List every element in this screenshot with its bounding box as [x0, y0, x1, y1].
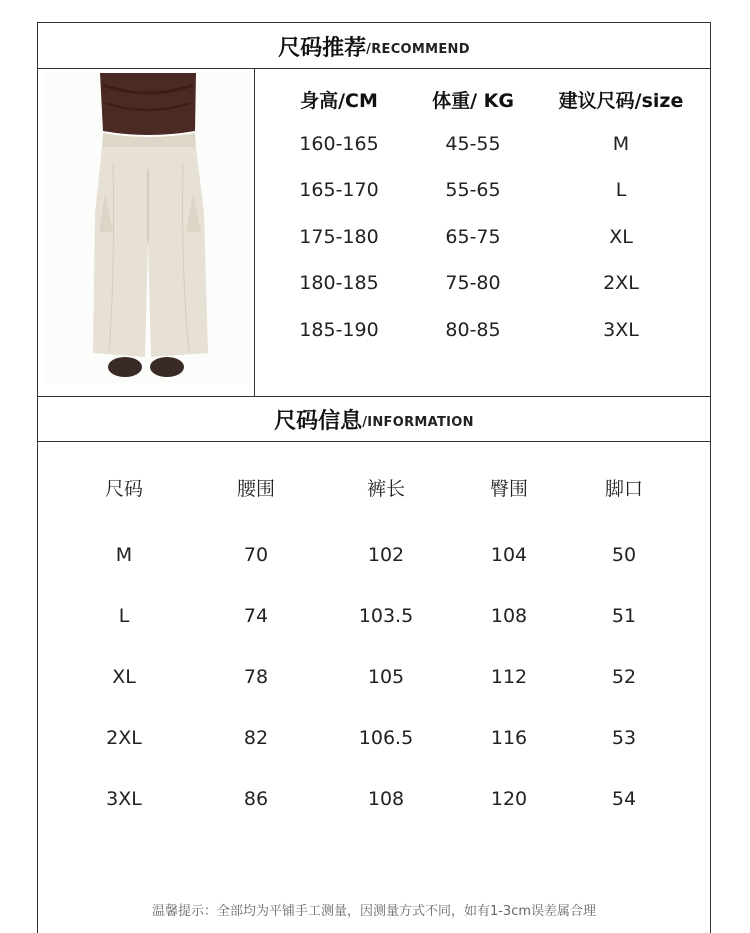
size-cell: M	[612, 132, 630, 155]
length-cell: 108	[367, 788, 405, 810]
header-leg-opening: 脚口	[604, 478, 644, 500]
table-row	[256, 226, 711, 273]
information-title-cn: 尺码信息	[274, 408, 363, 434]
recommend-header-row	[256, 86, 711, 133]
leg-opening-cell: 52	[611, 666, 637, 688]
information-title-en: /INFORMATION	[362, 414, 474, 430]
waist-cell: 70	[243, 544, 269, 566]
leg-opening-cell: 50	[611, 544, 637, 566]
table-row	[256, 319, 711, 366]
divider	[37, 441, 711, 442]
waist-cell: 82	[243, 727, 269, 749]
measurement-note: 温馨提示：全部均为平铺手工测量，因测量方式不同，如有1-3cm误差属合理	[151, 904, 597, 919]
recommend-table	[256, 86, 711, 365]
length-cell: 106.5	[358, 727, 414, 749]
size-cell: 3XL	[106, 788, 142, 810]
information-table	[37, 474, 711, 849]
height-cell: 160-165	[299, 132, 379, 155]
table-row	[256, 133, 711, 180]
leg-opening-cell: 53	[611, 727, 637, 749]
weight-cell: 80-85	[445, 318, 501, 341]
weight-cell: 45-55	[445, 132, 501, 155]
column-divider	[254, 68, 255, 396]
header-height: 身高/CM	[300, 90, 378, 112]
table-row	[37, 788, 711, 849]
size-cell: 2XL	[603, 272, 639, 294]
hip-cell: 116	[490, 727, 528, 749]
length-cell: 102	[367, 544, 405, 566]
size-cell: XL	[112, 666, 136, 688]
information-header	[37, 396, 711, 442]
weight-cell: 55-65	[445, 179, 501, 201]
header-length: 裤长	[366, 478, 406, 500]
height-cell: 185-190	[299, 318, 379, 341]
table-row	[37, 605, 711, 666]
height-cell: 180-185	[299, 272, 379, 294]
header-size: 建议尺码/size	[558, 90, 684, 112]
leg-opening-cell: 51	[611, 605, 637, 627]
size-cell: M	[115, 544, 133, 566]
waist-cell: 74	[243, 605, 269, 627]
table-row	[256, 179, 711, 226]
hip-cell: 112	[490, 666, 528, 688]
header-hip: 臀围	[489, 478, 529, 500]
header-size: 尺码	[104, 478, 144, 500]
hip-cell: 108	[490, 605, 528, 627]
length-cell: 105	[367, 666, 405, 688]
recommend-title-en: /RECOMMEND	[366, 41, 470, 57]
recommend-header	[37, 23, 711, 69]
product-photo	[43, 73, 248, 383]
hip-cell: 104	[490, 544, 528, 566]
size-cell: L	[615, 179, 627, 201]
size-cell: XL	[609, 225, 633, 248]
table-row	[256, 272, 711, 319]
size-cell: L	[118, 605, 130, 627]
size-cell: 3XL	[603, 318, 639, 341]
weight-cell: 65-75	[445, 225, 501, 248]
header-weight: 体重/ KG	[432, 90, 514, 112]
size-cell: 2XL	[106, 727, 142, 749]
length-cell: 103.5	[358, 605, 414, 627]
recommend-title-cn: 尺码推荐	[278, 35, 367, 61]
waist-cell: 86	[243, 788, 269, 810]
waist-cell: 78	[243, 666, 269, 688]
information-header-row	[37, 474, 711, 544]
leg-opening-cell: 54	[611, 788, 637, 810]
height-cell: 165-170	[299, 179, 379, 201]
header-waist: 腰围	[236, 478, 276, 500]
weight-cell: 75-80	[445, 272, 501, 294]
table-row	[37, 727, 711, 788]
table-row	[37, 544, 711, 605]
table-row	[37, 666, 711, 727]
hip-cell: 120	[490, 788, 528, 810]
height-cell: 175-180	[299, 225, 379, 248]
divider	[37, 68, 711, 69]
